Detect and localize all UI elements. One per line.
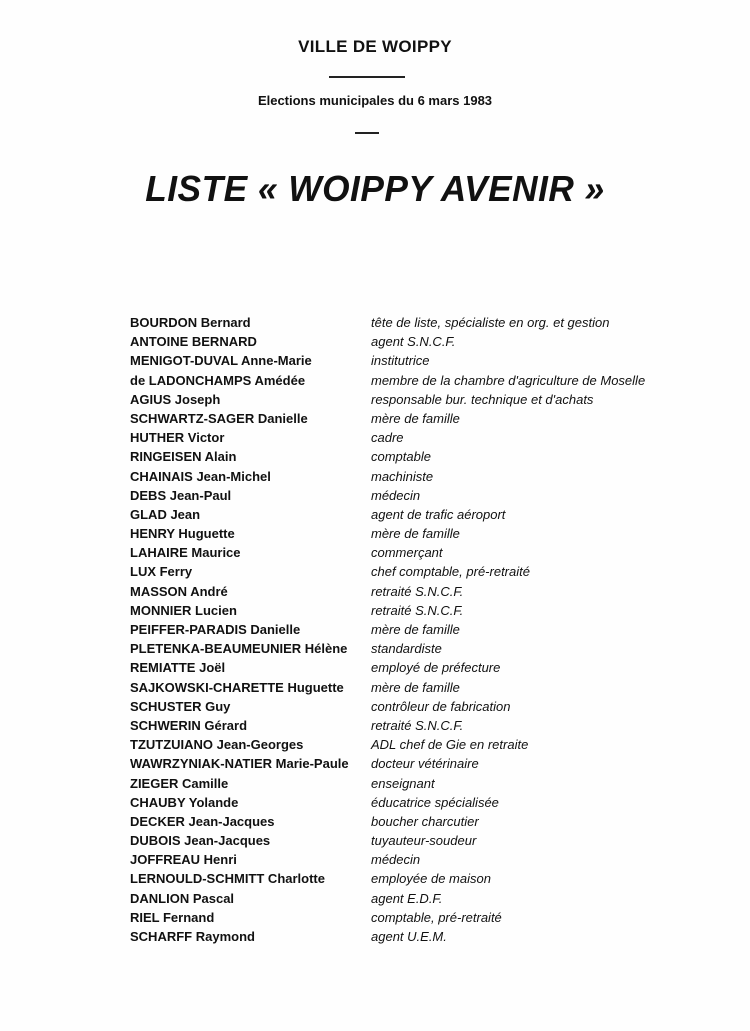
candidate-occupation: éducatrice spécialisée	[371, 794, 499, 810]
candidate-row	[130, 793, 710, 812]
candidate-row	[130, 562, 710, 581]
candidate-name: MENIGOT-DUVAL Anne-Marie	[130, 353, 312, 369]
candidate-row	[130, 601, 710, 620]
candidate-name: MASSON André	[130, 583, 228, 599]
candidate-row	[130, 831, 710, 850]
election-subtitle: Elections municipales du 6 mars 1983	[257, 93, 493, 108]
candidate-occupation: commerçant	[371, 545, 443, 561]
candidate-name: TZUTZUIANO Jean-Georges	[130, 737, 304, 753]
candidate-occupation: tête de liste, spécialiste en org. et gestion	[371, 315, 610, 330]
candidate-row	[130, 524, 710, 543]
candidate-name: ANTOINE BERNARD	[130, 334, 257, 350]
candidate-row	[130, 927, 710, 946]
candidate-occupation: machiniste	[371, 468, 434, 484]
candidate-row	[130, 447, 710, 466]
candidate-row	[130, 505, 710, 524]
candidate-occupation: tuyauteur-soudeur	[371, 833, 477, 849]
candidate-row	[130, 716, 710, 735]
candidate-occupation: agent E.D.F.	[371, 890, 443, 906]
candidate-occupation: employée de maison	[371, 871, 491, 887]
candidate-name: DUBOIS Jean-Jacques	[130, 833, 271, 849]
candidate-occupation: enseignant	[371, 775, 435, 791]
heading-divider	[329, 76, 405, 78]
candidate-occupation: mère de famille	[371, 410, 460, 426]
candidate-name: DANLION Pascal	[130, 890, 235, 906]
candidate-occupation: chef comptable, pré-retraité	[371, 564, 530, 580]
candidate-occupation: standardiste	[371, 641, 442, 657]
candidate-name: AGIUS Joseph	[130, 391, 221, 407]
candidate-row	[130, 390, 710, 409]
candidate-row	[130, 409, 710, 428]
candidate-occupation: institutrice	[371, 353, 430, 369]
candidate-name: SCHWARTZ-SAGER Danielle	[130, 410, 308, 426]
candidate-name: JOFFREAU Henri	[130, 852, 237, 868]
candidate-name: HENRY Huguette	[130, 526, 235, 542]
candidate-name: PEIFFER-PARADIS Danielle	[130, 622, 301, 637]
candidate-row	[130, 678, 710, 697]
candidate-occupation: cadre	[371, 430, 404, 446]
candidate-occupation: agent S.N.C.F.	[371, 334, 456, 350]
candidate-name: WAWRZYNIAK-NATIER Marie-Paule	[130, 756, 349, 772]
candidate-occupation: agent U.E.M.	[371, 929, 447, 944]
candidate-name: LUX Ferry	[130, 564, 193, 580]
candidate-name: DECKER Jean-Jacques	[130, 813, 275, 829]
candidate-occupation: mère de famille	[371, 679, 460, 695]
candidate-name: SCHARFF Raymond	[130, 929, 255, 944]
candidate-row	[130, 543, 710, 562]
candidate-occupation: comptable	[371, 449, 431, 465]
candidate-name: MONNIER Lucien	[130, 602, 237, 618]
candidate-occupation: docteur vétérinaire	[371, 756, 479, 772]
candidate-occupation: ADL chef de Gie en retraite	[371, 737, 529, 753]
candidate-row	[130, 735, 710, 754]
candidate-name: BOURDON Bernard	[130, 315, 251, 330]
candidate-name: RINGEISEN Alain	[130, 449, 237, 465]
candidate-row	[130, 774, 710, 793]
candidate-occupation: contrôleur de fabrication	[371, 698, 511, 714]
candidate-name: LAHAIRE Maurice	[130, 545, 241, 561]
candidate-occupation: employé de préfecture	[371, 660, 501, 676]
subtitle-divider	[355, 132, 379, 134]
candidate-row	[130, 467, 710, 486]
candidate-row	[130, 428, 710, 447]
candidate-name: de LADONCHAMPS Amédée	[130, 372, 306, 388]
candidate-occupation: retraité S.N.C.F.	[371, 717, 464, 733]
candidate-occupation: boucher charcutier	[371, 813, 479, 829]
candidate-occupation: responsable bur. technique et d'achats	[371, 391, 594, 407]
candidate-row	[130, 754, 710, 773]
candidate-list	[130, 313, 710, 946]
candidate-row	[130, 351, 710, 370]
candidate-occupation: médecin	[371, 487, 421, 503]
candidate-name: RIEL Fernand	[130, 909, 215, 925]
candidate-row	[130, 697, 710, 716]
candidate-row	[130, 313, 710, 332]
candidate-row	[130, 639, 710, 658]
candidate-row	[130, 869, 710, 888]
candidate-row	[130, 582, 710, 601]
candidate-occupation: comptable, pré-retraité	[371, 909, 502, 925]
candidate-row	[130, 332, 710, 351]
candidate-row	[130, 658, 710, 677]
candidate-name: SCHUSTER Guy	[130, 698, 231, 714]
candidate-occupation: médecin	[371, 852, 421, 868]
candidate-name: ZIEGER Camille	[130, 775, 229, 791]
candidate-name: REMIATTE Joël	[130, 660, 226, 676]
list-title: LISTE « WOIPPY AVENIR »	[145, 168, 605, 209]
candidate-row	[130, 486, 710, 505]
candidate-row	[130, 908, 710, 927]
candidate-name: GLAD Jean	[130, 506, 201, 522]
candidate-row	[130, 889, 710, 908]
candidate-occupation: mère de famille	[371, 526, 460, 542]
candidate-occupation: mère de famille	[371, 622, 460, 637]
candidate-name: CHAINAIS Jean-Michel	[130, 468, 271, 484]
candidate-row	[130, 371, 710, 390]
candidate-occupation: membre de la chambre d'agriculture de Moselle	[371, 372, 646, 388]
candidate-row	[130, 850, 710, 869]
candidate-occupation: agent de trafic aéroport	[371, 506, 506, 522]
candidate-row	[130, 620, 710, 639]
candidate-occupation: retraité S.N.C.F.	[371, 583, 464, 599]
town-heading: VILLE DE WOIPPY	[298, 37, 452, 56]
candidate-name: DEBS Jean-Paul	[130, 487, 232, 503]
candidate-name: SAJKOWSKI-CHARETTE Huguette	[130, 679, 344, 695]
candidate-occupation: retraité S.N.C.F.	[371, 602, 464, 618]
candidate-name: LERNOULD-SCHMITT Charlotte	[130, 871, 325, 887]
candidate-name: CHAUBY Yolande	[130, 794, 239, 810]
candidate-name: HUTHER Victor	[130, 430, 225, 446]
candidate-row	[130, 812, 710, 831]
candidate-name: SCHWERIN Gérard	[130, 717, 248, 733]
candidate-name: PLETENKA-BEAUMEUNIER Hélène	[130, 641, 348, 657]
